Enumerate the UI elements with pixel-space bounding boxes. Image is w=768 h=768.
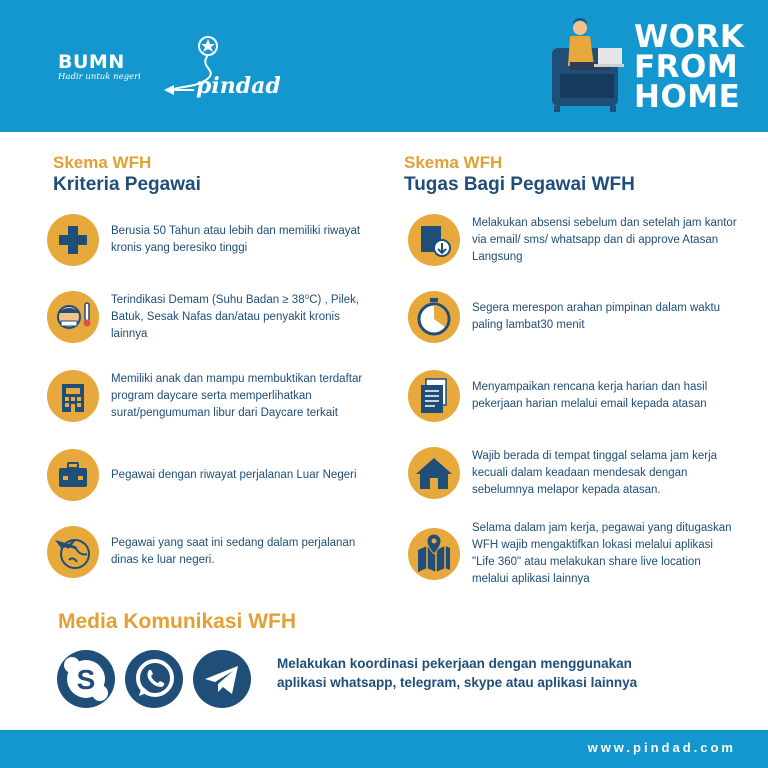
- work-from-home-title: [634, 19, 745, 115]
- wfh-line-3: HOME: [634, 79, 741, 115]
- task-item: [408, 447, 738, 499]
- task-item: [408, 291, 738, 343]
- criteria-text: Pegawai yang saat ini sedang dalam perjalanan dinas ke luar negeri.: [111, 537, 356, 566]
- wfh-line-2: FROM: [634, 49, 739, 85]
- stopwatch-icon: [408, 291, 460, 343]
- criteria-item: [47, 526, 377, 578]
- task-item: [408, 214, 738, 266]
- criteria-text: Pegawai dengan riwayat perjalanan Luar Negeri: [111, 468, 357, 481]
- footer-bar: [0, 730, 768, 768]
- bumn-logo: [58, 52, 141, 82]
- whatsapp-icon: [125, 650, 183, 708]
- attendance-download-icon: [408, 214, 460, 266]
- header-banner: [0, 0, 768, 132]
- criteria-item: [47, 291, 377, 343]
- wfh-line-1: WORK: [634, 19, 745, 55]
- telegram-icon: [193, 650, 251, 708]
- globe-plane-icon: [47, 526, 99, 578]
- left-column-title: [53, 152, 201, 196]
- house-icon: [408, 447, 460, 499]
- bumn-wordmark: BUMN: [58, 51, 125, 73]
- svg-text:S: S: [76, 664, 96, 695]
- criteria-item: [47, 449, 377, 501]
- task-text: Wajib berada di tempat tinggal selama jam kerja kecuali dalam keadaan mendesak dengan sebelumnya melapor kepada atasan.: [472, 449, 718, 496]
- right-title-line-2: Tugas Bagi Pegawai WFH: [404, 174, 635, 195]
- task-text: Segera merespon arahan pimpinan dalam waktu paling lambat30 menit: [472, 302, 721, 331]
- skype-icon: [57, 650, 115, 708]
- right-title-line-1: Skema WFH: [404, 153, 503, 172]
- fever-person-icon: [47, 291, 99, 343]
- criteria-text: Memiliki anak dan mampu membuktikan terdaftar program daycare serta memperlihatkan surat/pengumuman libur dari Daycare terkait: [111, 372, 363, 419]
- criteria-text: Berusia 50 Tahun atau lebih dan memiliki riwayat kronis yang beresiko tinggi: [111, 225, 361, 254]
- bumn-tagline: Hadir untuk negeri: [58, 72, 141, 82]
- task-text: Menyampaikan rencana kerja harian dan hasil pekerjaan harian melalui email kepada atasan: [472, 381, 708, 410]
- media-section-title: Media Komunikasi WFH: [58, 610, 297, 633]
- left-title-line-1: Skema WFH: [53, 153, 152, 172]
- criteria-item: [47, 214, 377, 266]
- task-text: Melakukan absensi sebelum dan setelah jam kantor via email/ sms/ whatsapp dan di approve Atasan Langsung: [472, 216, 737, 263]
- right-column-title: [404, 152, 635, 196]
- medical-cross-icon: [47, 214, 99, 266]
- suitcase-icon: [47, 449, 99, 501]
- documents-icon: [408, 370, 460, 422]
- footer-website-url[interactable]: www.pindad.com: [587, 740, 736, 755]
- pindad-wordmark: pindad: [196, 73, 281, 99]
- task-text: Selama dalam jam kerja, pegawai yang ditugaskan WFH wajib mengaktifkan lokasi melalui aplikasi "Life 360" atau melakukan share live location melalui aplikasi lainnya: [472, 522, 732, 585]
- person-with-laptop-icon: [546, 14, 636, 114]
- left-title-line-2: Kriteria Pegawai: [53, 174, 201, 195]
- task-item: [408, 520, 738, 588]
- criteria-text: Terindikasi Demam (Suhu Badan ≥ 38⁰C) , Pilek, Batuk, Sesak Nafas dan/atau penyakit kronis lainnya: [111, 293, 360, 340]
- task-item: [408, 370, 738, 422]
- daycare-building-icon: [47, 370, 99, 422]
- criteria-item: [47, 370, 377, 422]
- media-description: Melakukan koordinasi pekerjaan dengan menggunakan aplikasi whatsapp, telegram, skype atau aplikasi lainnya: [277, 656, 638, 690]
- map-location-icon: [408, 528, 460, 580]
